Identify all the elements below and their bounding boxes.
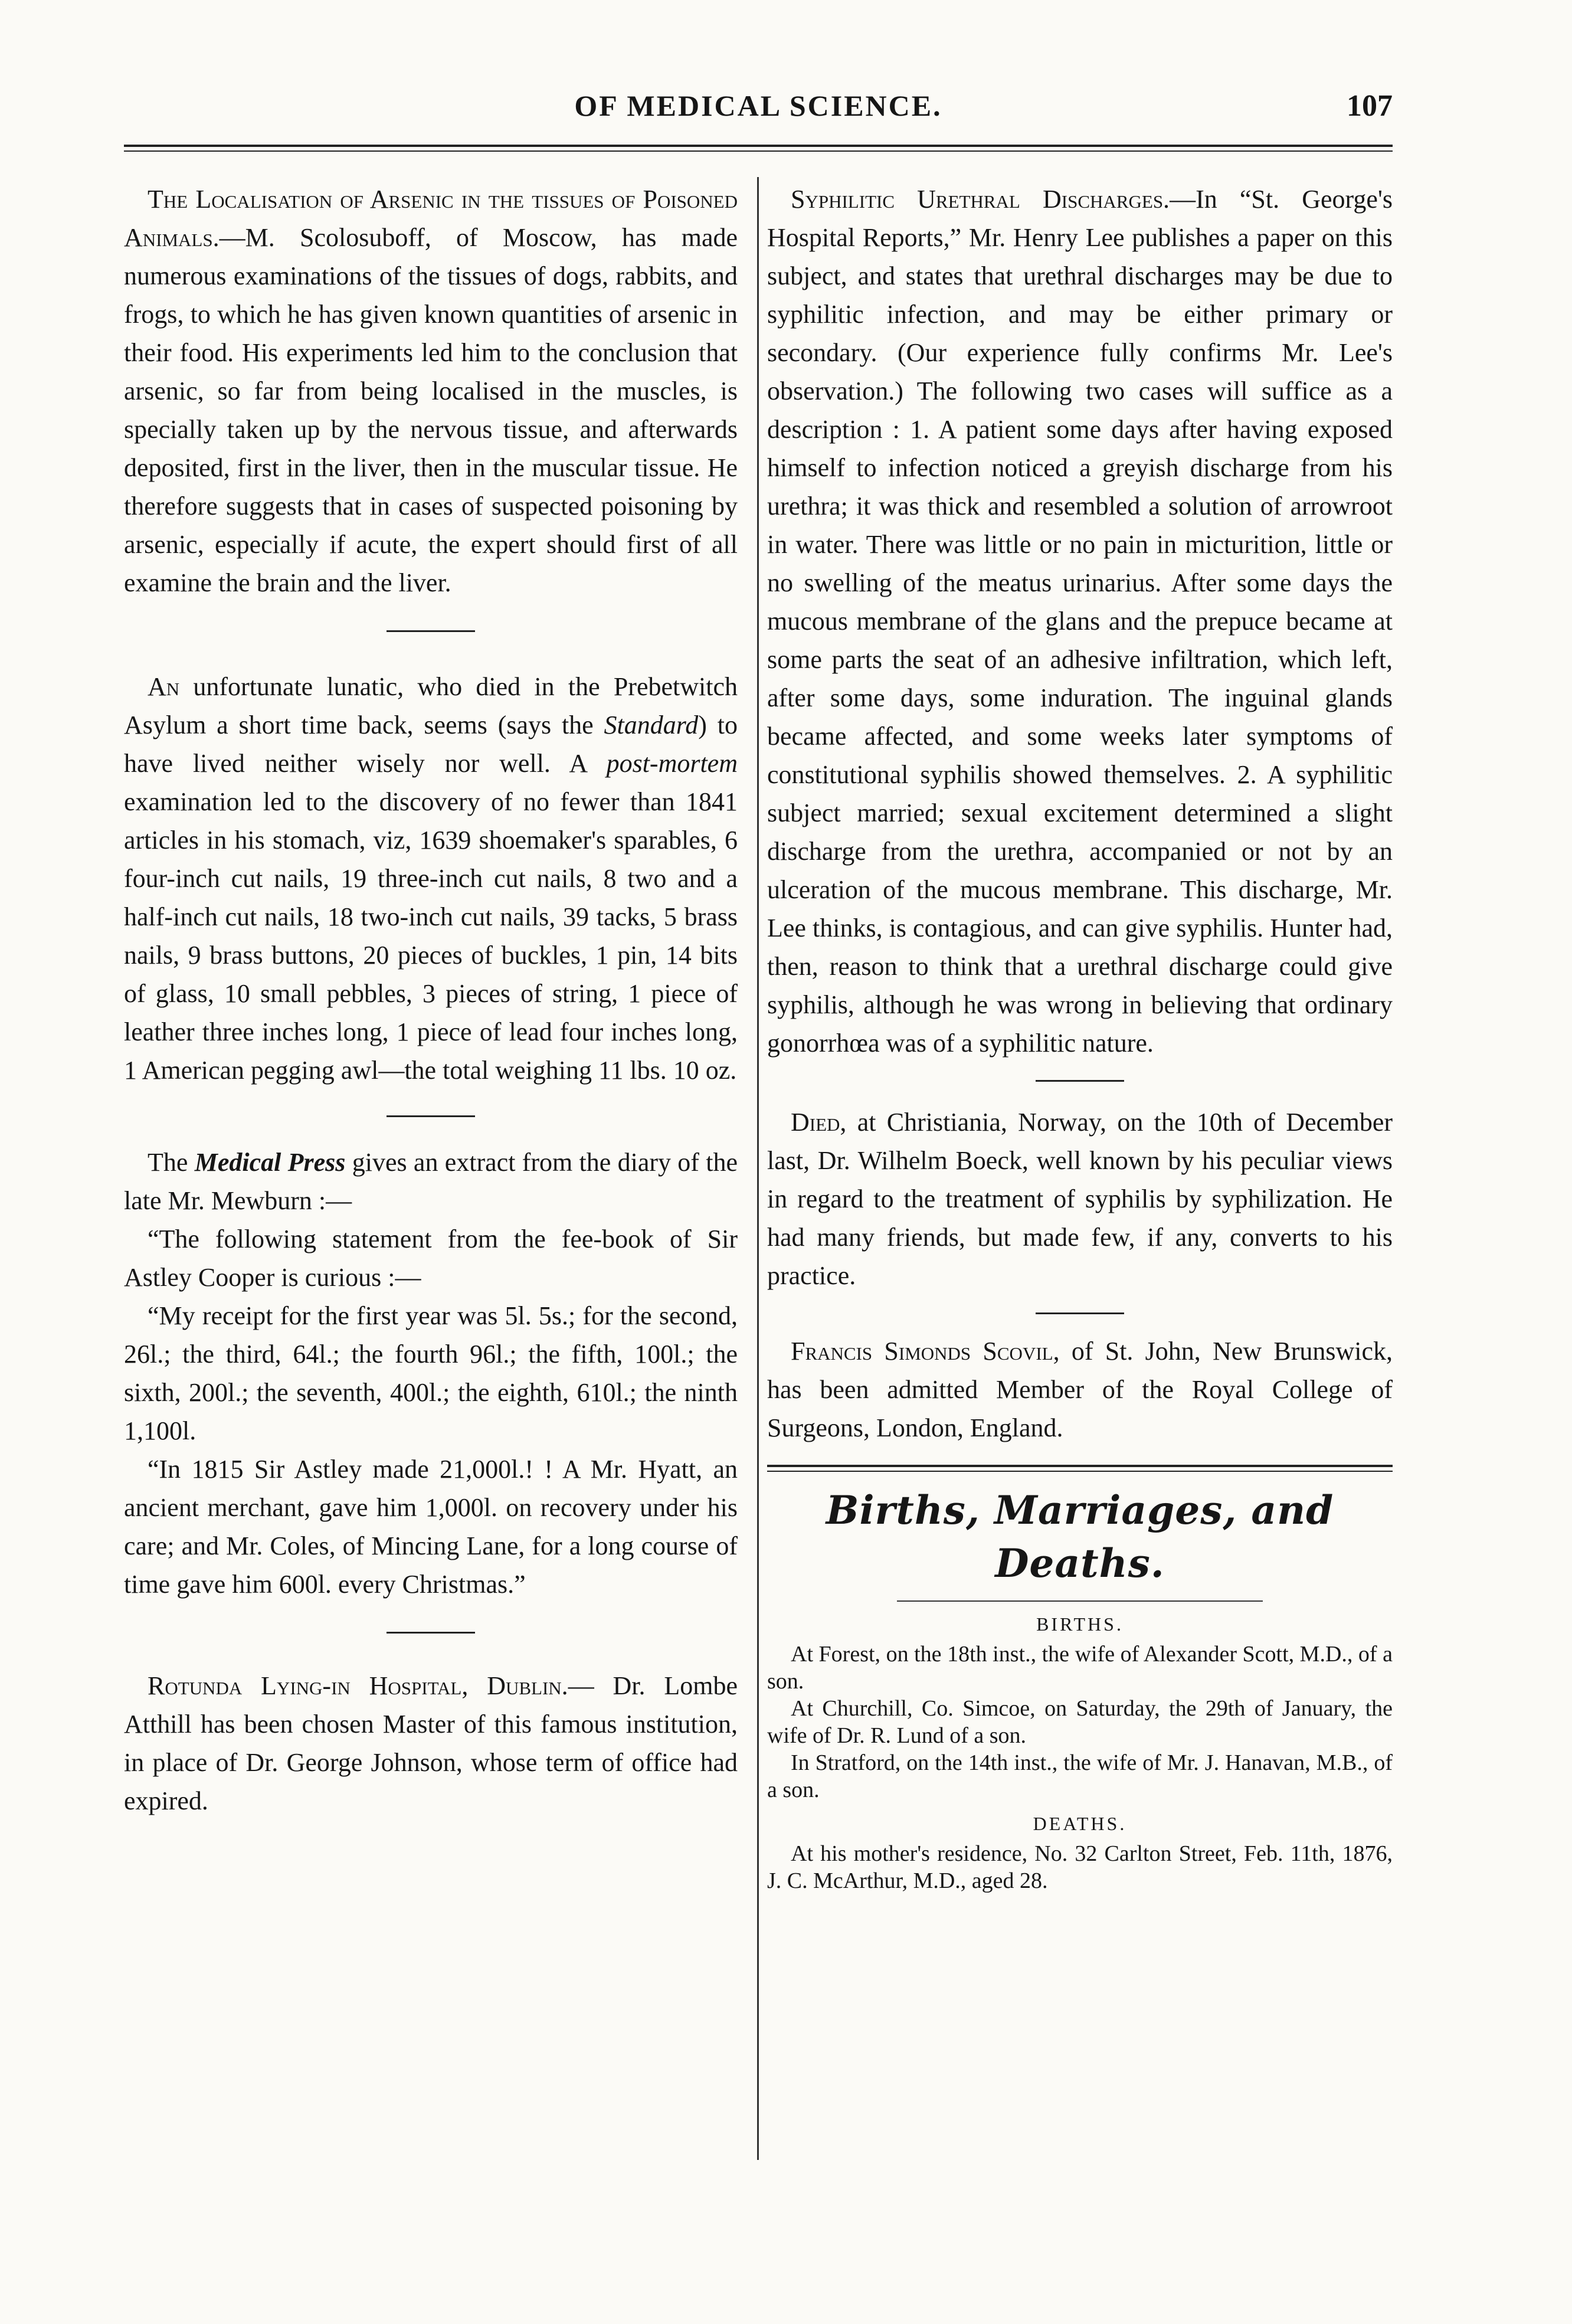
arsenic-heading: The Localisation of Arsenic in the tissues of Poisoned Animals. — [124, 185, 738, 252]
rotunda-heading: Rotunda Lying-in Hospital, Dublin. — [148, 1671, 568, 1700]
mewburn-intro-text-b: gives an extract from the diary of the late Mr. Mewburn :— — [124, 1148, 738, 1215]
mewburn-intro-text-a: The — [148, 1148, 195, 1177]
boeck-body: at Christiania, Norway, on the 10th of December last, Dr. Wilhelm Boeck, well known by his peculiar views in regard to the treatment of syphilis by syphilization. He had many friends, but made few, if any, converts to his practice. — [767, 1108, 1393, 1290]
bmd-title: Births, Marriages, and Deaths. — [826, 1487, 1334, 1586]
lunatic-text-1: unfortunate lunatic, who died in the Prebetwitch Asylum a short time back, seems (says the — [124, 672, 738, 739]
lunatic-postmortem: post-mortem — [606, 749, 738, 778]
section-divider — [1036, 1312, 1124, 1314]
mewburn-quote-1: “The following statement from the fee-book of Sir Astley Cooper is curious :— — [124, 1225, 738, 1292]
death-entry: At his mother's residence, No. 32 Carlton Street, Feb. 11th, 1876, J. C. McArthur, M.D., aged 28. — [767, 1841, 1393, 1893]
scovil-paragraph — [767, 1332, 1393, 1447]
deaths-label: DEATHS. — [1033, 1813, 1127, 1834]
birth-entry: At Forest, on the 18th inst., the wife of Alexander Scott, M.D., of a son. — [767, 1642, 1393, 1694]
right-column — [767, 180, 1393, 1894]
section-divider — [387, 1632, 475, 1634]
birth-entry: At Churchill, Co. Simcoe, on Saturday, the 29th of January, the wife of Dr. R. Lund of a son. — [767, 1696, 1393, 1748]
lunatic-source: Standard — [604, 711, 699, 739]
syphilitic-body: —In “St. George's Hospital Reports,” Mr. Henry Lee publishes a paper on this subject, and states that urethral discharges may be due to syphilitic infection, and may be either primary or secondary. (Our experience fully confirms Mr. Lee's observation.) The following two cases will suffice as a description : 1. A patient some days after having exposed himself to infection noticed a greyish discharge from his urethra; it was thick and resembled a solution of arrowroot in water. There was little or no pain in micturition, little or no swelling of the meatus urinarius. After some days the mucous membrane of the glans and the prepuce became at some parts the seat of an adhesive infiltration, which left, after some days, some induration. The inguinal glands became affected, and some weeks later symptoms of constitutional syphilis showed themselves. 2. A syphilitic subject married; sexual excitement determined a slight discharge from the urethra, accompanied or not by an ulceration of the mucous membrane. This discharge, Mr. Lee thinks, is contagious, and can give syphilis. Hunter had, then, reason to think that a urethral discharge could give syphilis, although he was wrong in believing that ordinary gonorrhœa was of a syphilitic nature. — [767, 185, 1393, 1058]
section-divider — [1036, 1080, 1124, 1082]
birth-entry: In Stratford, on the 14th inst., the wife of Mr. J. Hanavan, M.B., of a son. — [767, 1750, 1393, 1802]
arsenic-body: —M. Scolosuboff, of Moscow, has made numerous examinations of the tissues of dogs, rabbits, and frogs, to which he has given known quantities of arsenic in their food. His experiments led him to the conclusion that arsenic, so far from being localised in the muscles, is specially taken up by the nervous tissue, and afterwards deposited, first in the liver, then in the muscular tissue. He therefore suggests that in cases of suspected poisoning by arsenic, especially if acute, the expert should first of all examine the brain and the liver. — [124, 223, 738, 597]
mewburn-intro — [124, 1143, 738, 1220]
page-number: 107 — [1347, 89, 1393, 123]
scovil-body: of St. John, New Brunswick, has been admitted Member of the Royal College of Surgeons, London, England. — [767, 1337, 1393, 1442]
mewburn-quote-3: “In 1815 Sir Astley made 21,000l.! ! A Mr. Hyatt, an ancient merchant, gave him 1,000l. on recovery under his care; and Mr. Coles, of Mincing Lane, for a long course of time gave him 600l. every Christmas.” — [124, 1455, 738, 1599]
syphilitic-heading: Syphilitic Urethral Discharges. — [791, 185, 1170, 214]
mewburn-quote-2: “My receipt for the first year was 5l. 5s.; for the second, 26l.; the third, 64l.; the fourth 96l.; the fifth, 100l.; the sixth, 200l.; the seventh, 400l.; the eighth, 610l.; the ninth 1,100l. — [124, 1301, 738, 1445]
syphilitic-paragraph — [767, 180, 1393, 1062]
lunatic-lead: An — [148, 672, 180, 701]
boeck-paragraph — [767, 1103, 1393, 1295]
left-column — [124, 180, 738, 1820]
journal-title: OF MEDICAL SCIENCE. — [574, 89, 942, 122]
arsenic-paragraph — [124, 180, 738, 602]
medical-press: Medical Press — [194, 1148, 346, 1177]
boeck-lead: Died, — [791, 1108, 847, 1137]
column-divider — [757, 177, 759, 2160]
running-head — [124, 83, 1393, 136]
section-divider — [387, 1115, 475, 1117]
bmd-rule — [767, 1465, 1393, 1472]
lunatic-text-3: examination led to the discovery of no fewer than 1841 articles in his stomach, viz, 1639 shoemaker's sparables, 6 four-inch cut nails, 19 three-inch cut nails, 8 two and a half-inch cut nails, 18 two-inch cut nails, 39 tacks, 5 brass nails, 9 brass buttons, 20 pieces of buckles, 1 pin, 14 bits of glass, 10 small pebbles, 3 pieces of string, 1 piece of leather three inches long, 1 piece of lead four inches long, 1 American pegging awl—the total weighing 11 lbs. 10 oz. — [124, 787, 738, 1085]
header-rule — [124, 145, 1393, 152]
lunatic-paragraph — [124, 667, 738, 1089]
rotunda-body: — Dr. Lombe Atthill has been chosen Master of this famous institution, in place of Dr. George Johnson, whose term of office had expired. — [124, 1671, 738, 1815]
bmd-title-rule — [897, 1600, 1263, 1602]
rotunda-paragraph — [124, 1667, 738, 1820]
section-divider — [387, 630, 475, 632]
scovil-lead: Francis Simonds Scovil, — [791, 1337, 1060, 1366]
births-label: BIRTHS. — [1036, 1613, 1124, 1635]
lunatic-text-2: ) to have lived neither wisely nor well. A — [124, 711, 738, 778]
